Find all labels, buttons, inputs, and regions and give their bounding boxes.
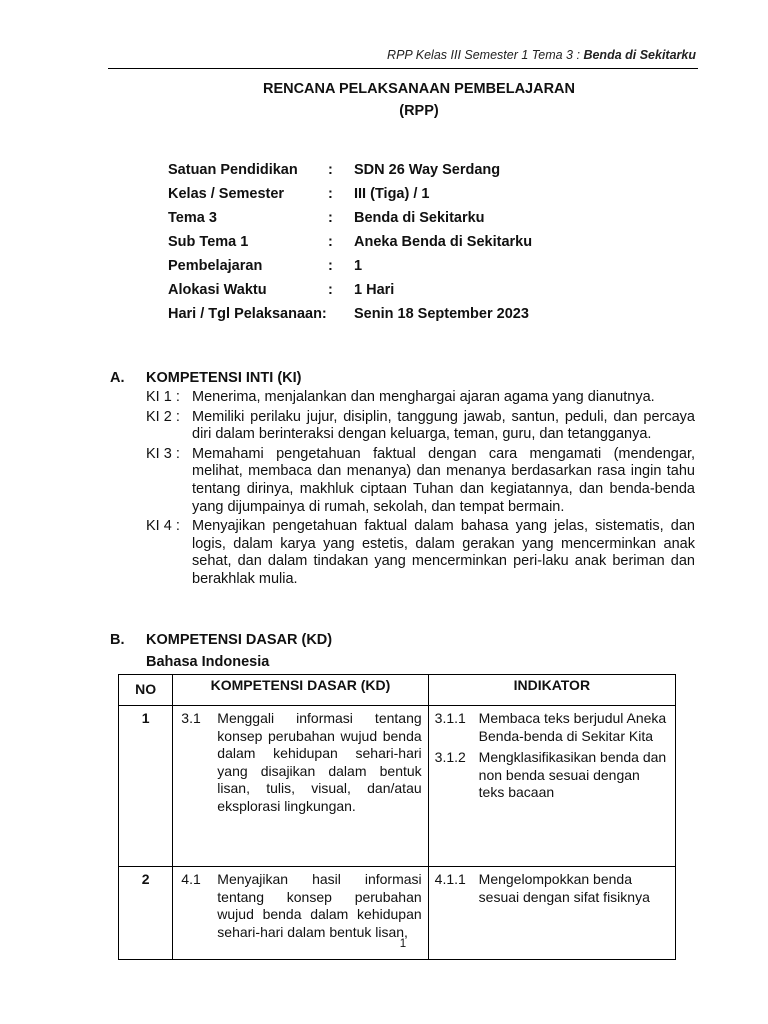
identity-value: Benda di Sekitarku bbox=[354, 210, 485, 226]
running-header-right: Benda di Sekitarku bbox=[583, 48, 696, 62]
kd-table bbox=[118, 674, 676, 960]
kd-number: 4.1 bbox=[181, 871, 201, 887]
ki-code: KI 1 : bbox=[146, 389, 180, 405]
ki-code: KI 4 : bbox=[146, 518, 180, 535]
document-title bbox=[0, 78, 768, 122]
identity-colon: : bbox=[328, 162, 333, 178]
running-header-left: RPP Kelas III Semester 1 Tema 3 : bbox=[387, 48, 580, 62]
running-header bbox=[387, 48, 696, 62]
kd-number: 3.1 bbox=[181, 710, 201, 726]
identity-colon bbox=[328, 302, 354, 326]
ki-item bbox=[146, 389, 695, 407]
identity-label: Alokasi Waktu bbox=[168, 282, 267, 298]
table-row bbox=[119, 706, 676, 867]
kd-text: Menyajikan hasil informasi tentang konsep perubahan wujud benda dalam kehidupan sehari-hari dalam bentuk lisan, bbox=[217, 871, 422, 940]
indicator-item bbox=[435, 710, 669, 745]
kd-cell bbox=[173, 706, 428, 867]
identity-colon: : bbox=[328, 210, 333, 226]
identity-value: 1 Hari bbox=[354, 282, 395, 298]
identity-label: Satuan Pendidikan bbox=[168, 162, 298, 178]
identity-block bbox=[168, 158, 532, 326]
ki-list bbox=[110, 389, 695, 589]
subject-heading: Bahasa Indonesia bbox=[146, 654, 270, 670]
ki-item bbox=[146, 446, 695, 516]
identity-colon: : bbox=[328, 234, 333, 250]
ki-text: Menerima, menjalankan dan menghargai ajaran agama yang dianutnya. bbox=[192, 389, 655, 405]
ki-text: Memiliki perilaku jujur, disiplin, tanggung jawab, santun, peduli, dan percaya diri dalam berinteraksi dengan keluarga, teman, guru, dan tetangganya. bbox=[192, 408, 695, 443]
identity-label: Kelas / Semester bbox=[168, 186, 285, 202]
ki-text: Memahami pengetahuan faktual dengan cara mengamati (mendengar, melihat, membaca dan menanya) dan menanya berdasarkan rasa ingin tahu tentang dirinya, makhluk ciptaan Tuhan dan kegiatannya, dan benda-benda yang dijumpainya di rumah, sekolah, dan tempat bermain. bbox=[192, 445, 695, 515]
ki-code: KI 3 : bbox=[146, 445, 180, 462]
section-heading bbox=[110, 630, 700, 650]
identity-row bbox=[168, 302, 532, 326]
title-line-2: (RPP) bbox=[399, 103, 439, 119]
identity-colon: : bbox=[328, 282, 333, 298]
identity-value: SDN 26 Way Serdang bbox=[354, 162, 501, 178]
identity-row bbox=[168, 230, 532, 254]
title-line-1: RENCANA PELAKSANAAN PEMBELAJARAN bbox=[262, 81, 576, 97]
header-divider bbox=[108, 68, 698, 69]
kd-text: Menggali informasi tentang konsep perubahan wujud benda dalam kehidupan sehari-hari yang disajikan dalam bentuk lisan, tulis, visual, dan/atau eksplorasi lingkungan. bbox=[217, 710, 422, 814]
identity-row bbox=[168, 206, 532, 230]
identity-value: Aneka Benda di Sekitarku bbox=[354, 234, 533, 250]
column-header-kd: KOMPETENSI DASAR (KD) bbox=[173, 675, 428, 706]
row-number: 2 bbox=[119, 867, 173, 960]
identity-value: 1 bbox=[354, 258, 363, 274]
ki-item bbox=[146, 409, 695, 444]
ki-item bbox=[146, 518, 695, 588]
identity-colon: : bbox=[328, 186, 333, 202]
indicator-item bbox=[435, 749, 669, 802]
identity-row bbox=[168, 278, 532, 302]
table-header-row bbox=[119, 675, 676, 706]
identity-label: Hari / Tgl Pelaksanaan: bbox=[168, 306, 327, 322]
section-kompetensi-inti bbox=[110, 368, 695, 589]
indicator-text: Mengelompokkan benda sesuai dengan sifat fisiknya bbox=[478, 871, 650, 905]
indicator-number: 4.1.1 bbox=[434, 871, 466, 887]
identity-label: Pembelajaran bbox=[168, 258, 263, 274]
section-heading bbox=[110, 368, 695, 388]
indicator-cell bbox=[428, 706, 675, 867]
identity-colon: : bbox=[328, 258, 333, 274]
indicator-number: 3.1.2 bbox=[434, 749, 466, 765]
identity-label: Sub Tema 1 bbox=[168, 234, 249, 250]
section-title: KOMPETENSI INTI (KI) bbox=[146, 370, 302, 386]
section-letter: B. bbox=[110, 632, 125, 648]
page-number: 1 bbox=[399, 938, 407, 950]
ki-text: Menyajikan pengetahuan faktual dalam bahasa yang jelas, sistematis, dan logis, dalam karya yang estetis, dalam gerakan yang mencerminkan anak sehat, dan dalam tindakan yang mencerminkan peri-laku anak beriman dan berakhlak mulia. bbox=[192, 518, 695, 587]
identity-label: Tema 3 bbox=[168, 210, 217, 226]
indicator-text: Mengklasifikasikan benda dan non benda sesuai dengan teks bacaan bbox=[478, 749, 667, 800]
column-header-no: NO bbox=[119, 675, 173, 706]
section-letter: A. bbox=[110, 370, 125, 386]
indicator-item bbox=[435, 871, 669, 906]
section-kompetensi-dasar bbox=[110, 630, 700, 672]
identity-value: III (Tiga) / 1 bbox=[354, 186, 430, 202]
column-header-indikator: INDIKATOR bbox=[428, 675, 675, 706]
indicator-text: Membaca teks berjudul Aneka Benda-benda di Sekitar Kita bbox=[478, 710, 667, 744]
indicator-number: 3.1.1 bbox=[434, 710, 466, 726]
identity-value: Senin 18 September 2023 bbox=[354, 306, 529, 322]
row-number: 1 bbox=[119, 706, 173, 867]
identity-row bbox=[168, 158, 532, 182]
identity-row bbox=[168, 182, 532, 206]
identity-row bbox=[168, 254, 532, 278]
section-title: KOMPETENSI DASAR (KD) bbox=[146, 632, 333, 648]
ki-code: KI 2 : bbox=[146, 408, 180, 425]
